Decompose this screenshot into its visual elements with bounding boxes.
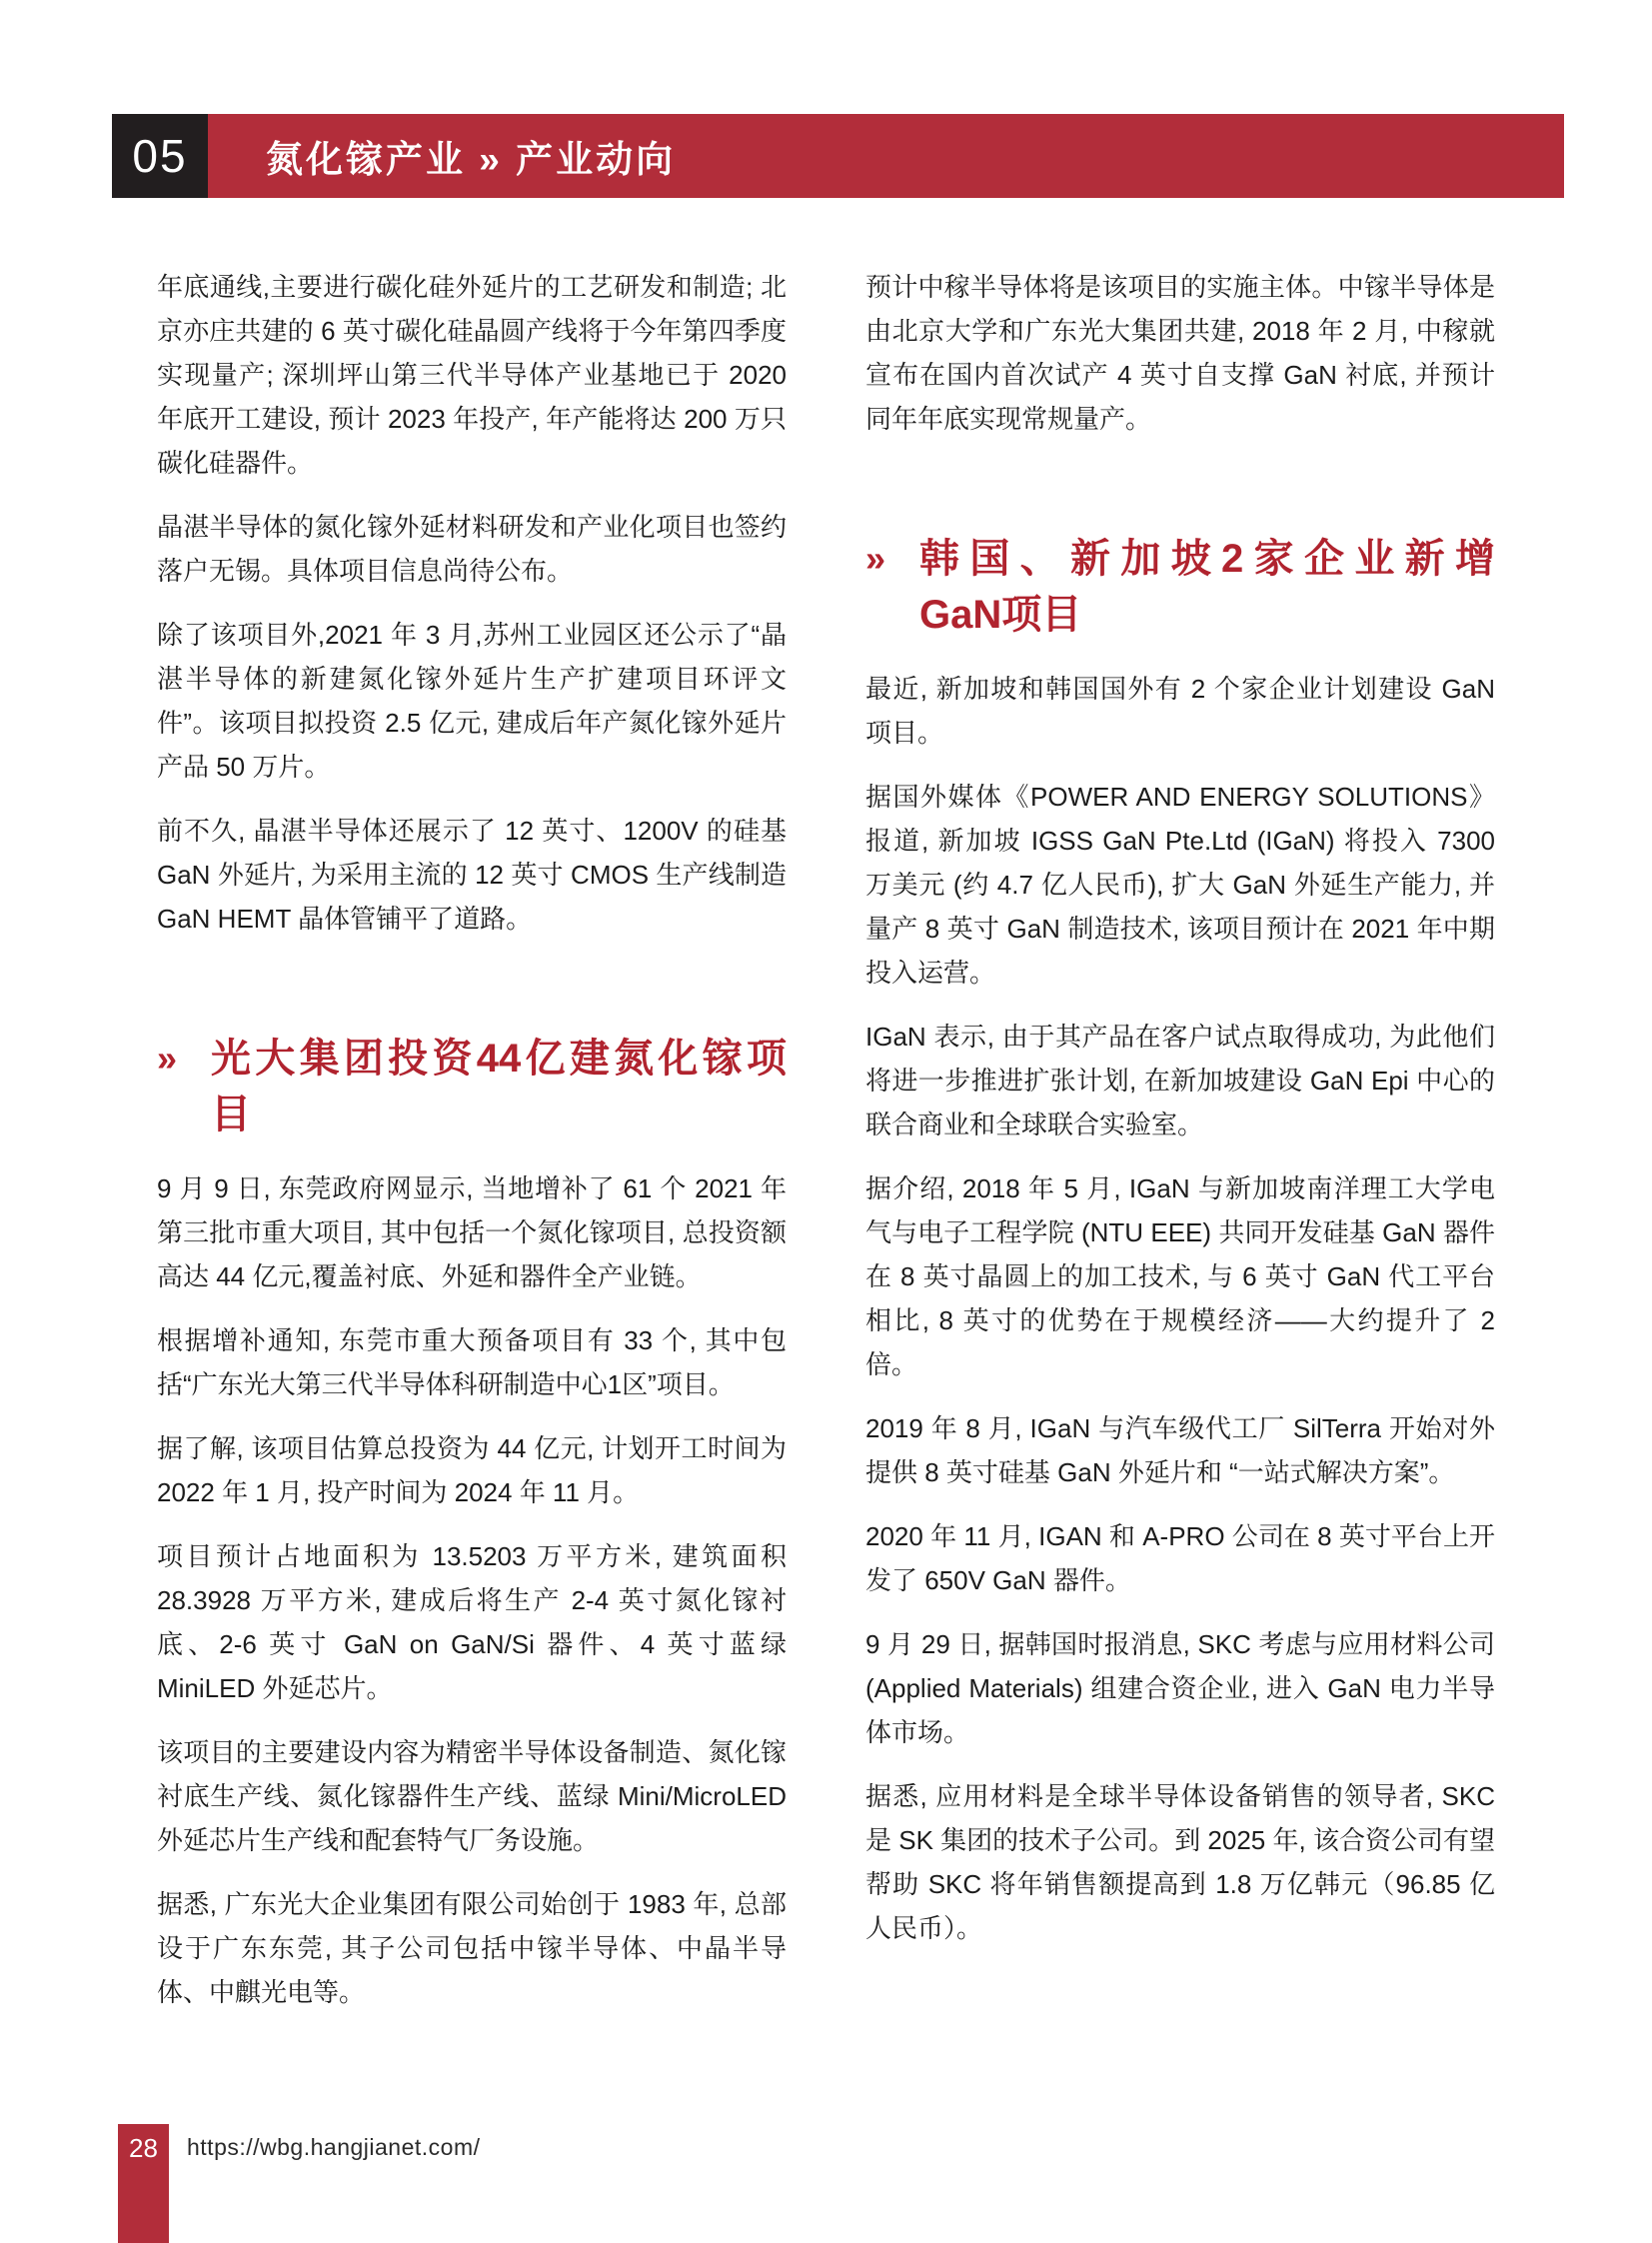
left-column (157, 265, 787, 2034)
paragraph: 据介绍, 2018 年 5 月, IGaN 与新加坡南洋理工大学电气与电子工程学院 (NTU EEE) 共同开发硅基 GaN 器件在 8 英寸晶圆上的加工技术, 与 6 英寸 GaN 代工平台相比, 8 英寸的优势在于规模经济——大约提升了 2 倍。 (865, 1173, 1495, 1379)
paragraph: 除了该项目外,2021 年 3 月,苏州工业园区还公示了“晶湛半导体的新建氮化镓外延片生产扩建项目环评文件”。该项目拟投资 2.5 亿元, 建成后年产氮化镓外延片产品 50 万片。 (157, 620, 787, 782)
paragraph: 前不久, 晶湛半导体还展示了 12 英寸、1200V 的硅基 GaN 外延片, 为采用主流的 12 英寸 CMOS 生产线制造 GaN HEMT 晶体管铺平了道路。 (157, 816, 787, 934)
banner-title: 氮化镓产业 » 产业动向 (266, 139, 677, 180)
section-banner (208, 114, 1564, 198)
paragraph: 预计中稼半导体将是该项目的实施主体。中镓半导体是由北京大学和广东光大集团共建, 2018 年 2 月, 中稼就宣布在国内首次试产 4 英寸自支撑 GaN 衬底, 并预计同年年底实现常规量产。 (865, 272, 1495, 434)
page-number-badge: 28 (118, 2124, 169, 2243)
paragraph: 晶湛半导体的氮化镓外延材料研发和产业化项目也签约落户无锡。具体项目信息尚待公布。 (157, 512, 787, 586)
section-heading (157, 1031, 787, 1142)
heading-text (211, 1031, 787, 1142)
paragraph: 9 月 29 日, 据韩国时报消息, SKC 考虑与应用材料公司 (Applied Materials) 组建合资企业, 进入 GaN 电力半导体市场。 (865, 1629, 1495, 1747)
paragraph: 该项目的主要建设内容为精密半导体设备制造、氮化镓衬底生产线、氮化镓器件生产线、蓝绿 Mini/MicroLED 外延芯片生产线和配套特气厂务设施。 (157, 1737, 787, 1855)
heading-line: 光大集团投资44亿建氮化镓项 (211, 1037, 787, 1081)
paragraph: 据了解, 该项目估算总投资为 44 亿元, 计划开工时间为 2022 年 1 月, 投产时间为 2024 年 11 月。 (157, 1433, 787, 1507)
heading-line: 目 (211, 1093, 251, 1136)
paragraph: 2020 年 11 月, IGAN 和 A-PRO 公司在 8 英寸平台上开发了 650V GaN 器件。 (865, 1521, 1495, 1595)
heading-line: 韩国、新加坡2家企业新增 (919, 537, 1495, 581)
page-header (112, 114, 1564, 198)
heading-text (919, 531, 1495, 643)
paragraph: 年底通线,主要进行碳化硅外延片的工艺研发和制造; 北京亦庄共建的 6 英寸碳化硅晶圆产线将于今年第四季度实现量产; 深圳坪山第三代半导体产业基地已于 2020 年底开工建设, 预计 2023 年投产, 年产能将达 200 万只碳化硅器件。 (157, 272, 787, 478)
chevron-marker-icon: » (865, 538, 886, 579)
chapter-number-badge: 05 (112, 114, 208, 198)
paragraph: 据悉, 应用材料是全球半导体设备销售的领导者, SKC 是 SK 集团的技术子公司。到 2025 年, 该合资公司有望帮助 SKC 将年销售额提高到 1.8 万亿韩元（96.85 亿人民币）。 (865, 1781, 1495, 1943)
paragraph: 最近, 新加坡和韩国国外有 2 个家企业计划建设 GaN 项目。 (865, 674, 1495, 748)
source-url[interactable]: https://wbg.hangjianet.com/ (187, 2134, 481, 2160)
right-column (865, 265, 1495, 1970)
paragraph: 2019 年 8 月, IGaN 与汽车级代工厂 SilTerra 开始对外提供 8 英寸硅基 GaN 外延片和 “一站式解决方案”。 (865, 1413, 1495, 1487)
paragraph: 项目预计占地面积为 13.5203 万平方米, 建筑面积 28.3928 万平方米, 建成后将生产 2-4 英寸氮化镓衬底、2-6 英寸 GaN on GaN/Si 器件、4 英寸蓝绿 MiniLED 外延芯片。 (157, 1541, 787, 1703)
paragraph: 据悉, 广东光大企业集团有限公司始创于 1983 年, 总部设于广东东莞, 其子公司包括中镓半导体、中晶半导体、中麒光电等。 (157, 1889, 787, 2007)
paragraph: IGaN 表示, 由于其产品在客户试点取得成功, 为此他们将进一步推进扩张计划, 在新加坡建设 GaN Epi 中心的联合商业和全球联合实验室。 (865, 1022, 1495, 1139)
section-heading (865, 531, 1495, 643)
heading-line: GaN项目 (919, 593, 1082, 637)
paragraph: 9 月 9 日, 东莞政府网显示, 当地增补了 61 个 2021 年第三批市重大项目, 其中包括一个氮化镓项目, 总投资额高达 44 亿元,覆盖衬底、外延和器件全产业链。 (157, 1173, 787, 1291)
paragraph: 根据增补通知, 东莞市重大预备项目有 33 个, 其中包括“广东光大第三代半导体科研制造中心1区”项目。 (157, 1325, 787, 1399)
chevron-marker-icon: » (157, 1038, 178, 1079)
paragraph: 据国外媒体《POWER AND ENERGY SOLUTIONS》报道, 新加坡 IGSS GaN Pte.Ltd (IGaN) 将投入 7300 万美元 (约 4.7 亿人民币), 扩大 GaN 外延生产能力, 并量产 8 英寸 GaN 制造技术, 该项目预计在 2021 年中期投入运营。 (865, 782, 1495, 988)
